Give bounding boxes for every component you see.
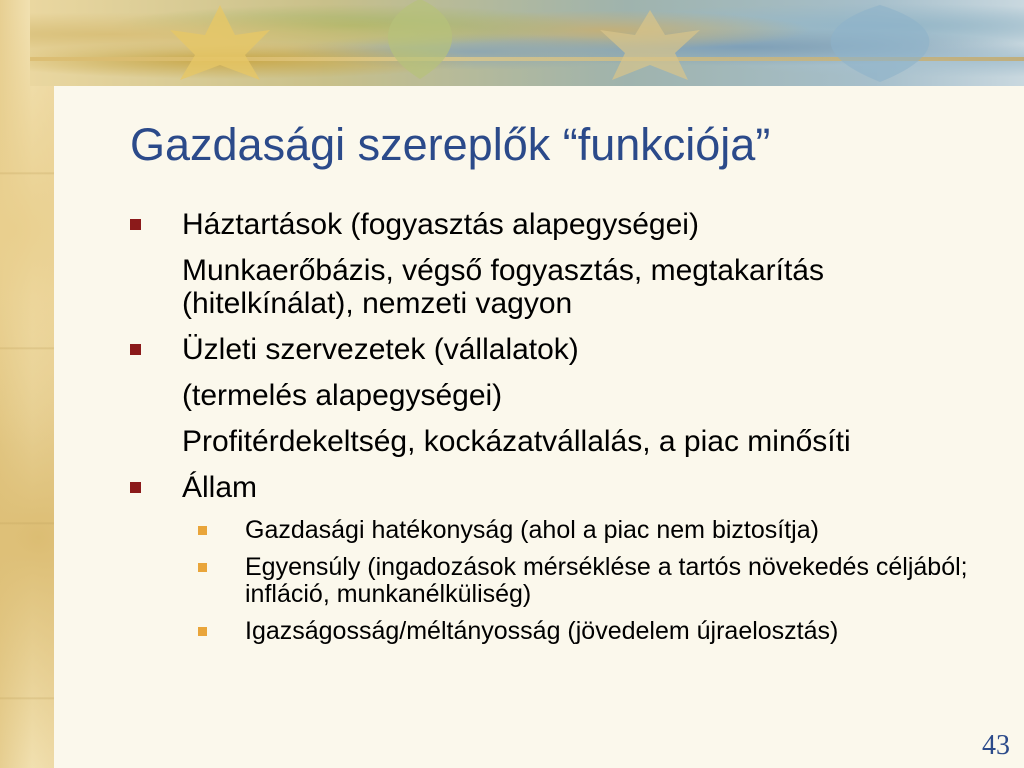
list-item: [130, 425, 970, 458]
list-item: [130, 254, 970, 320]
square-bullet-icon: [130, 482, 141, 493]
sub-list-item: [130, 554, 970, 608]
square-bullet-icon: [130, 344, 141, 355]
leaf-icon: [790, 0, 970, 86]
list-item: [130, 208, 970, 241]
bullet-list: [130, 208, 970, 655]
list-item-text: Állam: [182, 471, 258, 504]
list-item-text: (termelés alapegységei): [182, 379, 503, 412]
list-item-text: Háztartások (fogyasztás alapegységei): [182, 208, 699, 241]
sub-list-item-text: Igazságosság/méltányosság (jövedelem újraelosztás): [245, 617, 839, 645]
list-item: [130, 471, 970, 504]
slide-number: 43: [982, 730, 1010, 761]
list-item: [130, 379, 970, 412]
leaf-icon: [360, 0, 480, 84]
sub-list-item-text: Egyensúly (ingadozások mérséklése a tartós növekedés céljából; infláció, munkanélküliség): [245, 553, 968, 608]
sub-list-item: [130, 517, 970, 544]
list-item-text: Munkaerőbázis, végső fogyasztás, megtakarítás (hitelkínálat), nemzeti vagyon: [182, 254, 824, 320]
leaves-banner: [30, 0, 1024, 86]
list-item: [130, 333, 970, 366]
slide-title: Gazdasági szereplők “funkciója”: [130, 119, 771, 170]
square-bullet-icon: [130, 219, 141, 230]
leaf-icon: [150, 0, 290, 86]
sub-list-item-text: Gazdasági hatékonyság (ahol a piac nem biztosítja): [245, 516, 819, 544]
sub-list-item: [130, 618, 970, 645]
list-item-text: Üzleti szervezetek (vállalatok): [182, 333, 579, 366]
square-bullet-icon: [198, 563, 207, 572]
leaf-icon: [590, 5, 710, 85]
parchment-left-strip: [0, 0, 54, 768]
square-bullet-icon: [198, 526, 207, 535]
list-item-text: Profitérdekeltség, kockázatvállalás, a piac minősíti: [182, 425, 851, 458]
square-bullet-icon: [198, 627, 207, 636]
